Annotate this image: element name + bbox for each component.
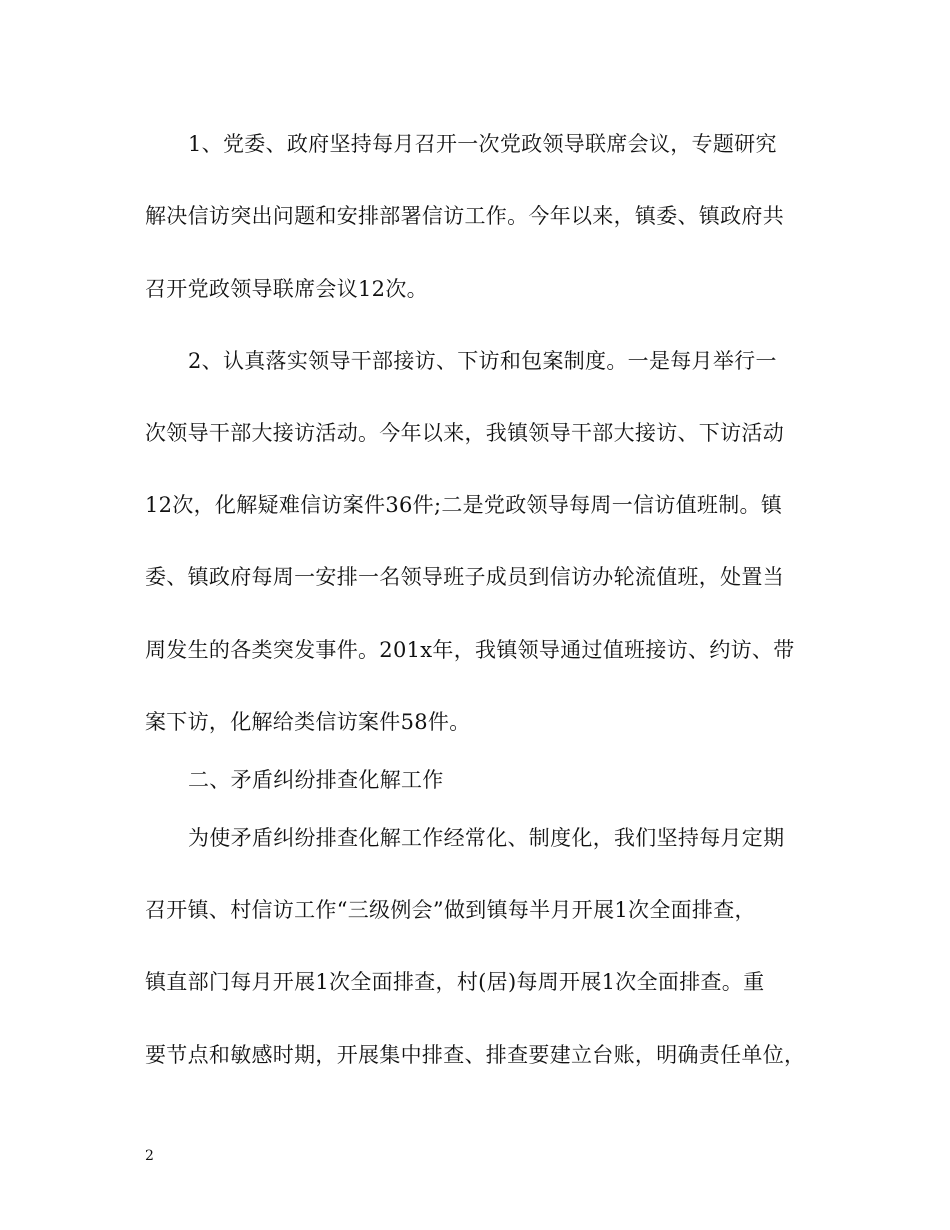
- paragraph-line: 要节点和敏感时期，开展集中排查、排查要建立台账，明确责任单位，: [145, 1043, 806, 1067]
- page-number: 2: [145, 1148, 154, 1164]
- paragraph-line: 召开党政领导联席会议12次。: [145, 277, 428, 301]
- section-heading: 二、矛盾纠纷排查化解工作: [188, 768, 444, 792]
- paragraph-line: 1、党委、政府坚持每月召开一次党政领导联席会议，专题研究: [188, 132, 777, 156]
- paragraph-line: 12次，化解疑难信访案件36件;二是党政领导每周一信访值班制。镇: [145, 493, 783, 517]
- paragraph-line: 案下访，化解给类信访案件58件。: [145, 710, 471, 734]
- paragraph-line: 为使矛盾纠纷排查化解工作经常化、制度化，我们坚持每月定期: [188, 826, 785, 850]
- paragraph-line: 召开镇、村信访工作“三级例会”做到镇每半月开展1次全面排查，: [145, 898, 756, 922]
- paragraph-line: 解决信访突出问题和安排部署信访工作。今年以来，镇委、镇政府共: [145, 204, 784, 228]
- paragraph-line: 次领导干部大接访活动。今年以来，我镇领导干部大接访、下访活动: [145, 421, 784, 445]
- paragraph-line: 周发生的各类突发事件。201x年，我镇领导通过值班接访、约访、带: [145, 638, 795, 662]
- paragraph-line: 委、镇政府每周一安排一名领导班子成员到信访办轮流值班，处置当: [145, 565, 784, 589]
- paragraph-line: 镇直部门每月开展1次全面排查，村(居)每周开展1次全面排查。重: [145, 970, 765, 994]
- paragraph-line: 2、认真落实领导干部接访、下访和包案制度。一是每月举行一: [188, 349, 777, 373]
